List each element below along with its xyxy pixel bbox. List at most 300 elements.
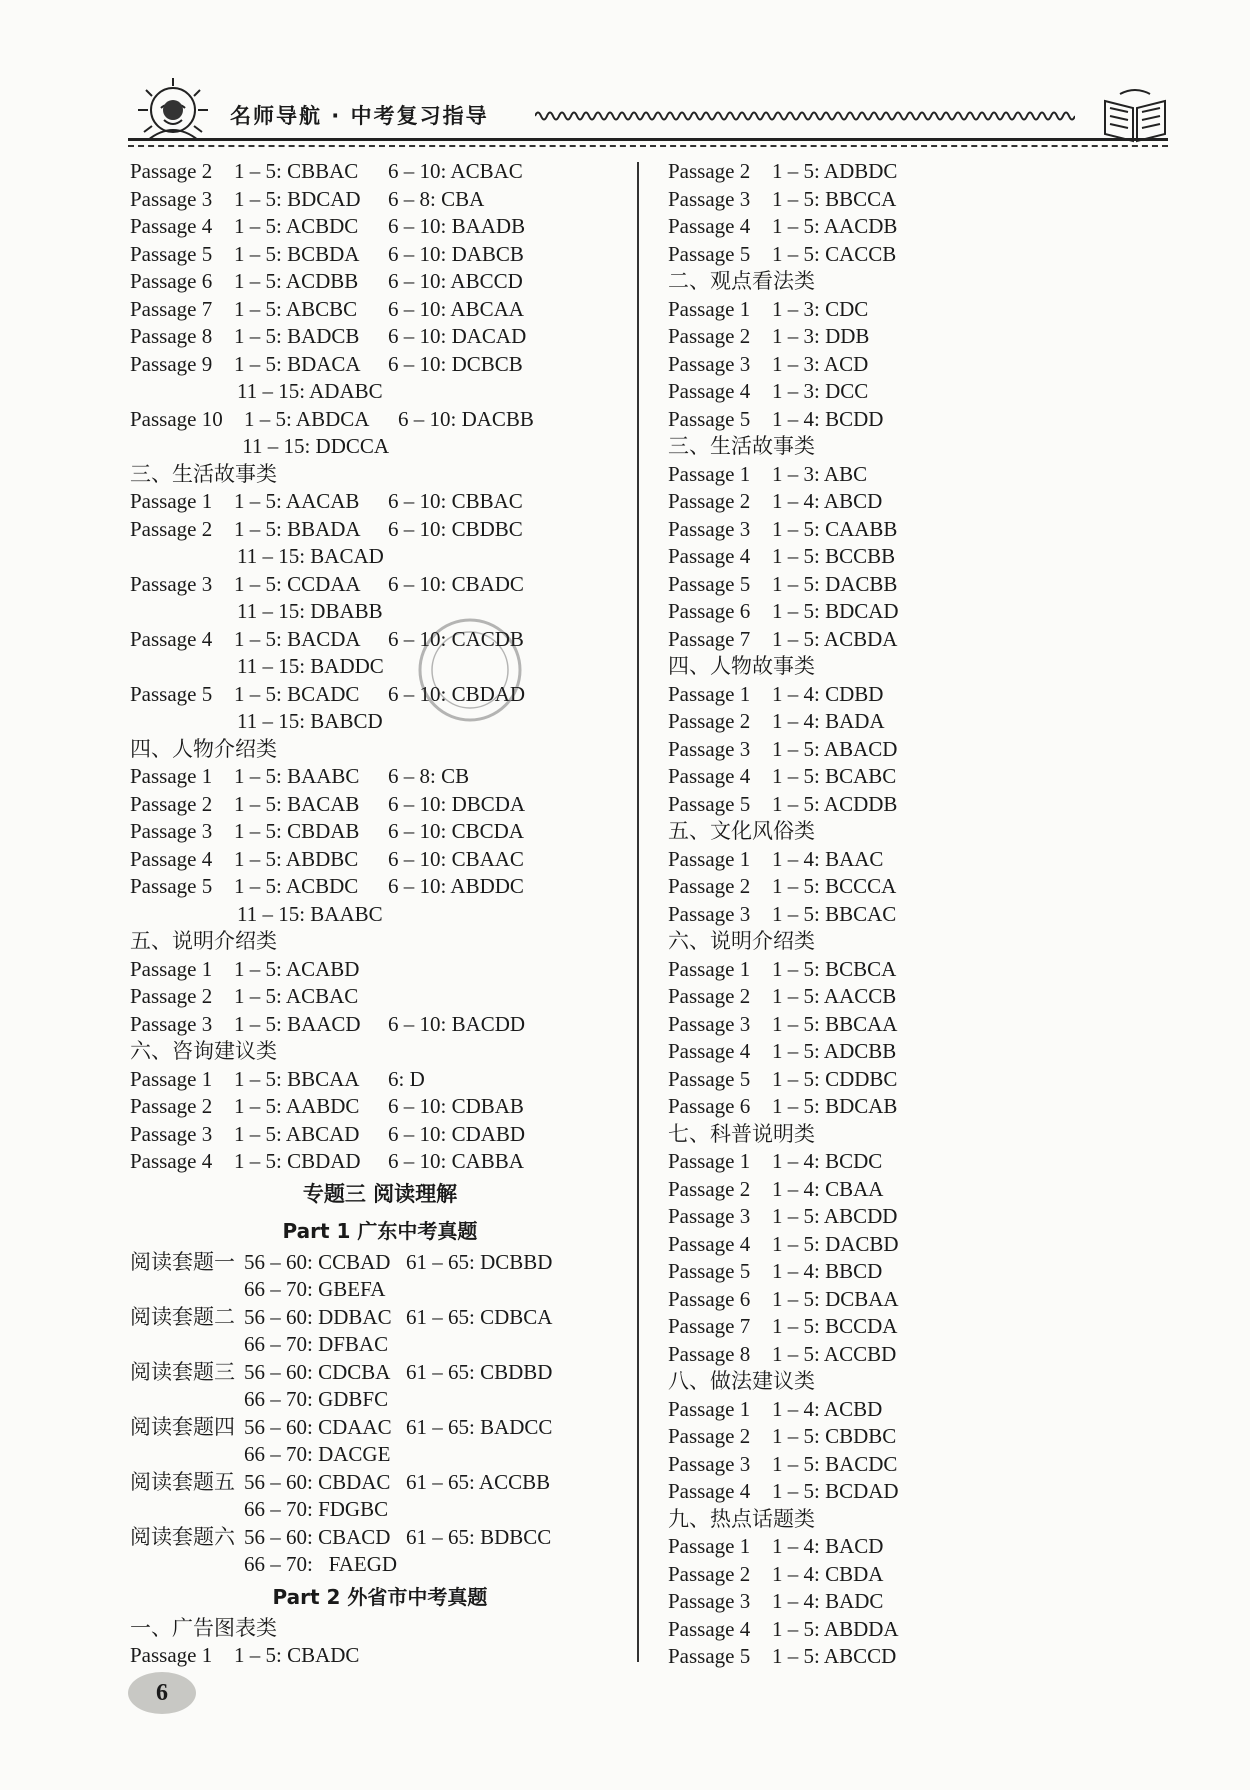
answer-row <box>130 296 630 324</box>
answer-range: 1 – 5: ADCBB <box>772 1039 897 1063</box>
passage-label: Passage 3 <box>668 901 751 926</box>
answer-range: 1 – 5: ABCDD <box>772 1204 898 1228</box>
answer-range: 1 – 5: BACAB <box>234 791 360 816</box>
answer-range: 61 – 65: DCBBD <box>406 1249 553 1274</box>
answer-range: 6 – 10: CDABD <box>388 1121 526 1146</box>
answer-row <box>130 763 630 791</box>
passage-label: Passage 5 <box>668 1644 751 1668</box>
answer-range: 1 – 5: ABCCD <box>772 1644 897 1668</box>
answer-range: 1 – 5: CBDAB <box>234 819 360 843</box>
reading-set-row <box>130 1524 630 1552</box>
answer-row <box>668 241 1188 269</box>
section-heading: 八、做法建议类 <box>668 1369 815 1393</box>
answer-range: 56 – 60: CBDAC <box>244 1469 391 1494</box>
answer-row <box>668 626 1188 654</box>
answer-row <box>130 1148 630 1176</box>
answer-range: 56 – 60: CCBAD <box>244 1249 391 1274</box>
answer-range: 1 – 5: BAACD <box>234 1011 361 1036</box>
passage-label: Passage 8 <box>668 1341 751 1366</box>
answer-row <box>130 268 630 296</box>
answer-range: 1 – 4: ABCD <box>772 489 883 513</box>
answer-row <box>668 1176 1188 1204</box>
answer-range: 6 – 10: CBBAC <box>388 489 523 513</box>
section-heading: 四、人物介绍类 <box>130 736 277 761</box>
answer-range: 1 – 5: CCDAA <box>234 571 361 596</box>
answer-continuation: 11 – 15: BAABC <box>237 901 383 926</box>
passage-label: Passage 1 <box>130 764 213 788</box>
answer-range: 1 – 5: BCBCA <box>772 956 897 981</box>
passage-label: Passage 3 <box>668 1204 751 1228</box>
answer-range: 1 – 5: BDCAD <box>234 186 361 211</box>
answer-row <box>668 406 1188 434</box>
answer-row <box>668 983 1188 1011</box>
answer-row <box>130 956 630 984</box>
answer-range: 6 – 10: ACBAC <box>388 159 523 183</box>
section-heading: 六、说明介绍类 <box>668 929 815 953</box>
answer-range: 61 – 65: CDBCA <box>406 1304 553 1329</box>
passage-label: Passage 5 <box>668 1259 751 1283</box>
passage-label: Passage 6 <box>130 269 213 293</box>
answer-row <box>130 873 630 901</box>
answer-row <box>668 213 1188 241</box>
answer-row <box>130 983 630 1011</box>
answer-range: 6 – 10: DCBCB <box>388 351 523 376</box>
answer-range: 6 – 10: ABDDC <box>388 874 524 898</box>
answer-range: 1 – 5: DACBB <box>772 571 898 596</box>
answer-range: 6 – 10: DABCB <box>388 241 524 266</box>
answer-range: 1 – 5: ABCBC <box>234 296 358 321</box>
answer-range: 1 – 5: ABCAD <box>234 1121 360 1146</box>
passage-label: Passage 4 <box>668 379 751 403</box>
answer-row <box>130 571 630 599</box>
reading-set-row <box>130 1304 630 1332</box>
answer-range: 1 – 5: BDCAB <box>772 1094 898 1118</box>
answer-range: 1 – 5: BBADA <box>234 516 361 541</box>
answer-range: 1 – 5: CBDAD <box>234 1149 361 1173</box>
section-heading: 五、文化风俗类 <box>668 819 815 843</box>
answer-range: 61 – 65: ACCBB <box>406 1469 551 1494</box>
page-number: 6 <box>128 1672 196 1714</box>
answer-row <box>130 626 630 654</box>
answer-row <box>130 406 630 434</box>
answer-range: 1 – 3: DDB <box>772 324 870 348</box>
answer-range: 1 – 4: CBDA <box>772 1561 884 1586</box>
answer-range: 1 – 5: BCABC <box>772 764 897 788</box>
answer-range: 1 – 4: CBAA <box>772 1176 884 1201</box>
passage-label: Passage 3 <box>668 736 751 761</box>
answer-range: 1 – 5: BCBDA <box>234 241 360 266</box>
answer-range: 1 – 5: ADBDC <box>772 159 898 183</box>
passage-label: Passage 5 <box>668 406 751 431</box>
reading-set-row <box>130 1249 630 1277</box>
passage-label: Passage 3 <box>130 186 213 211</box>
column-divider <box>637 162 639 1662</box>
answer-row <box>668 1066 1188 1094</box>
answer-range: 1 – 5: ACDBB <box>234 269 359 293</box>
answer-row <box>668 791 1188 819</box>
answer-range: 6 – 10: CACDB <box>388 626 524 651</box>
answer-row <box>668 1643 1188 1671</box>
answer-range: 1 – 5: CAABB <box>772 516 898 541</box>
passage-label: Passage 2 <box>668 489 751 513</box>
answer-row <box>130 158 630 186</box>
answer-row <box>668 378 1188 406</box>
answer-range: 1 – 4: BAAC <box>772 846 884 871</box>
answer-range: 1 – 5: CACCB <box>772 241 897 266</box>
answer-row <box>130 488 630 516</box>
answer-range: 56 – 60: CDAAC <box>244 1414 392 1439</box>
answer-row <box>668 681 1188 709</box>
answer-range: 1 – 5: BCDAD <box>772 1479 899 1503</box>
answer-range: 1 – 5: BCCDA <box>772 1314 898 1338</box>
passage-label: Passage 7 <box>130 296 213 321</box>
answer-row <box>130 1121 630 1149</box>
passage-label: Passage 1 <box>668 1149 751 1173</box>
answer-range: 1 – 4: CDBD <box>772 681 884 706</box>
answer-range: 1 – 5: ACBDC <box>234 214 359 238</box>
passage-label: Passage 5 <box>668 241 751 266</box>
passage-label: Passage 4 <box>668 1479 751 1503</box>
answer-row <box>668 1038 1188 1066</box>
passage-label: Passage 9 <box>130 351 213 376</box>
answer-range: 1 – 5: ACDDB <box>772 791 898 816</box>
answer-row <box>668 1451 1188 1479</box>
section-heading: 一、广告图表类 <box>130 1615 277 1640</box>
answer-range: 1 – 4: BCDD <box>772 406 884 431</box>
reading-set-label: 阅读套题四 <box>130 1414 235 1439</box>
answer-range: 6 – 10: CBADC <box>388 571 524 596</box>
passage-label: Passage 3 <box>668 516 751 541</box>
answer-range: 6 – 10: DACAD <box>388 324 527 348</box>
answer-row <box>668 763 1188 791</box>
answer-row <box>130 516 630 544</box>
answer-range: 1 – 5: BBCAA <box>234 1066 360 1091</box>
reading-set-continuation: 66 – 70: DFBAC <box>244 1332 389 1356</box>
answer-row <box>668 598 1188 626</box>
answer-row <box>668 1313 1188 1341</box>
passage-label: Passage 7 <box>668 626 751 651</box>
answer-row <box>668 461 1188 489</box>
answer-range: 1 – 5: ABDDA <box>772 1616 899 1641</box>
answer-row <box>668 1203 1188 1231</box>
reading-set-row <box>130 1469 630 1497</box>
reading-set-label: 阅读套题五 <box>130 1469 235 1494</box>
answer-row <box>668 1588 1188 1616</box>
answer-range: 1 – 5: BAABC <box>234 764 360 788</box>
answer-row <box>668 1148 1188 1176</box>
answer-row <box>130 241 630 269</box>
stamp-watermark-icon <box>410 610 530 730</box>
answer-range: 1 – 3: ACD <box>772 351 869 376</box>
answer-range: 61 – 65: BADCC <box>406 1414 553 1439</box>
answer-range: 1 – 5: BBCAA <box>772 1011 898 1036</box>
answer-row <box>130 818 630 846</box>
answer-range: 6: D <box>388 1066 425 1091</box>
section-heading: 九、热点话题类 <box>668 1506 815 1531</box>
passage-label: Passage 1 <box>130 1066 213 1091</box>
passage-label: Passage 4 <box>668 764 751 788</box>
answer-row <box>668 1011 1188 1039</box>
section-heading: 七、科普说明类 <box>668 1121 815 1146</box>
answer-range: 1 – 5: ABACD <box>772 736 898 761</box>
passage-label: Passage 4 <box>668 1231 751 1256</box>
sun-teacher-logo-icon <box>128 70 218 145</box>
answer-range: 1 – 5: ABDCA <box>244 406 370 431</box>
answer-range: 1 – 5: BCCBB <box>772 544 896 568</box>
right-answer-column <box>668 158 1188 1671</box>
answer-range: 1 – 5: DACBD <box>772 1231 899 1256</box>
answer-row <box>668 956 1188 984</box>
passage-label: Passage 3 <box>668 351 751 376</box>
passage-label: Passage 1 <box>668 1534 751 1558</box>
passage-label: Passage 1 <box>130 489 213 513</box>
passage-label: Passage 2 <box>668 159 751 183</box>
section-heading: 五、说明介绍类 <box>130 929 277 953</box>
answer-range: 1 – 5: ABDBC <box>234 846 359 871</box>
passage-label: Passage 1 <box>130 1643 213 1667</box>
answer-range: 1 – 4: BADA <box>772 709 885 733</box>
answer-row <box>668 543 1188 571</box>
answer-row <box>668 488 1188 516</box>
answer-row <box>130 351 630 379</box>
answer-continuation: 11 – 15: DDCCA <box>237 434 390 458</box>
passage-label: Passage 5 <box>668 791 751 816</box>
answer-range: 1 – 3: ABC <box>772 461 868 486</box>
answer-range: 1 – 5: AABDC <box>234 1094 360 1118</box>
passage-label: Passage 2 <box>130 159 213 183</box>
section-heading: 四、人物故事类 <box>668 654 815 678</box>
answer-range: 6 – 10: CBAAC <box>388 846 524 871</box>
passage-label: Passage 1 <box>668 956 751 981</box>
answer-row <box>130 681 630 709</box>
passage-label: Passage 4 <box>130 626 213 651</box>
answer-row <box>130 1011 630 1039</box>
passage-label: Passage 8 <box>130 324 213 348</box>
answer-row <box>668 1616 1188 1644</box>
answer-row <box>130 213 630 241</box>
answer-range: 1 – 5: BADCB <box>234 324 360 348</box>
answer-range: 61 – 65: BDBCC <box>406 1524 552 1549</box>
header-dashed-rule <box>128 145 1168 147</box>
passage-label: Passage 1 <box>668 681 751 706</box>
answer-continuation: 11 – 15: ADABC <box>237 379 383 403</box>
answer-row <box>130 1066 630 1094</box>
passage-label: Passage 2 <box>668 1561 751 1586</box>
answer-range: 1 – 5: BDACA <box>234 351 361 376</box>
answer-row <box>130 791 630 819</box>
answer-row <box>130 1093 630 1121</box>
passage-label: Passage 2 <box>668 1176 751 1201</box>
passage-label: Passage 1 <box>668 461 751 486</box>
reading-set-continuation: 66 – 70: FDGBC <box>244 1497 389 1521</box>
passage-label: Passage 3 <box>130 1011 213 1036</box>
answer-range: 1 – 3: DCC <box>772 379 869 403</box>
passage-label: Passage 4 <box>668 1616 751 1641</box>
answer-continuation: 11 – 15: BACAD <box>237 544 384 568</box>
answer-range: 1 – 4: BACD <box>772 1534 884 1558</box>
answer-range: 1 – 4: BCDC <box>772 1149 883 1173</box>
answer-row <box>668 1478 1188 1506</box>
page-header <box>0 0 1250 160</box>
answer-range: 6 – 10: DBCDA <box>388 791 526 816</box>
answer-range: 6 – 10: CBCDA <box>388 819 524 843</box>
passage-label: Passage 2 <box>668 324 751 348</box>
passage-label: Passage 3 <box>130 1121 213 1146</box>
answer-row <box>668 1533 1188 1561</box>
answer-range: 1 – 5: BCADC <box>234 681 360 706</box>
reading-set-continuation: 66 – 70: GBEFA <box>244 1277 386 1301</box>
passage-label: Passage 6 <box>668 1286 751 1311</box>
part-heading: Part 2 外省市中考真题 <box>272 1584 488 1609</box>
answer-row <box>668 323 1188 351</box>
answer-range: 1 – 4: BADC <box>772 1589 884 1613</box>
passage-label: Passage 3 <box>668 1589 751 1613</box>
topic-heading: 专题三 阅读理解 <box>302 1181 458 1206</box>
reading-set-label: 阅读套题二 <box>130 1304 235 1329</box>
passage-label: Passage 5 <box>668 571 751 596</box>
answer-range: 1 – 5: BACDC <box>772 1451 898 1476</box>
answer-row <box>130 846 630 874</box>
answer-range: 6 – 10: BACDD <box>388 1011 526 1036</box>
answer-range: 1 – 5: BDCAD <box>772 599 899 623</box>
answer-range: 6 – 10: BAADB <box>388 214 526 238</box>
passage-label: Passage 6 <box>668 599 751 623</box>
passage-label: Passage 2 <box>130 984 213 1008</box>
answer-range: 1 – 5: BACDA <box>234 626 361 651</box>
passage-label: Passage 4 <box>130 846 213 871</box>
answer-row <box>668 901 1188 929</box>
answer-range: 1 – 5: CBBAC <box>234 159 359 183</box>
passage-label: Passage 5 <box>130 874 213 898</box>
answer-range: 1 – 5: BBCCA <box>772 186 897 211</box>
passage-label: Passage 3 <box>668 1011 751 1036</box>
answer-row <box>668 873 1188 901</box>
answer-range: 1 – 5: CDDBC <box>772 1066 898 1091</box>
answer-range: 1 – 5: ACABD <box>234 956 360 981</box>
passage-label: Passage 1 <box>668 1396 751 1421</box>
answer-range: 1 – 5: DCBAA <box>772 1286 899 1311</box>
passage-label: Passage 2 <box>668 709 751 733</box>
passage-label: Passage 7 <box>668 1314 751 1338</box>
answer-row <box>668 158 1188 186</box>
passage-label: Passage 1 <box>668 846 751 871</box>
open-book-icon <box>1100 86 1170 146</box>
section-heading: 三、生活故事类 <box>668 434 815 458</box>
left-answer-column <box>130 158 630 1670</box>
answer-range: 1 – 4: ACBD <box>772 1396 883 1421</box>
answer-range: 1 – 5: ACBDA <box>772 626 898 651</box>
answer-row <box>668 186 1188 214</box>
answer-row <box>668 1231 1188 1259</box>
passage-label: Passage 6 <box>668 1094 751 1118</box>
answer-row <box>668 1286 1188 1314</box>
passage-label: Passage 3 <box>130 819 213 843</box>
answer-range: 1 – 5: BBCAC <box>772 901 897 926</box>
answer-row <box>130 186 630 214</box>
answer-range: 6 – 10: ABCCD <box>388 269 523 293</box>
passage-label: Passage 5 <box>668 1066 751 1091</box>
decorative-wave-line <box>535 108 1075 124</box>
answer-row <box>668 846 1188 874</box>
header-title: 名师导航 · 中考复习指导 <box>230 104 489 128</box>
passage-label: Passage 4 <box>668 544 751 568</box>
answer-row <box>130 1642 630 1670</box>
answer-range: 56 – 60: CBACD <box>244 1524 391 1549</box>
reading-set-label: 阅读套题一 <box>130 1249 235 1274</box>
passage-label: Passage 4 <box>130 1149 213 1173</box>
answer-range: 1 – 5: CBADC <box>234 1643 360 1667</box>
part-heading: Part 1 广东中考真题 <box>282 1218 478 1243</box>
answer-row <box>668 1258 1188 1286</box>
answer-range: 1 – 5: ACCBD <box>772 1341 897 1366</box>
answer-range: 1 – 5: AACDB <box>772 214 898 238</box>
answer-range: 6 – 10: CBDAD <box>388 681 526 706</box>
header-rule <box>128 138 1168 141</box>
answer-continuation: 11 – 15: DBABB <box>237 599 383 623</box>
reading-set-continuation: 66 – 70: GDBFC <box>244 1387 389 1411</box>
answer-range: 1 – 3: CDC <box>772 296 869 321</box>
passage-label: Passage 1 <box>130 956 213 981</box>
passage-label: Passage 5 <box>130 241 213 266</box>
answer-row <box>668 708 1188 736</box>
answer-range: 61 – 65: CBDBD <box>406 1359 553 1384</box>
answer-row <box>668 1093 1188 1121</box>
answer-range: 6 – 10: DACBB <box>398 406 534 431</box>
reading-set-label: 阅读套题六 <box>130 1524 235 1549</box>
answer-row <box>668 1341 1188 1369</box>
answer-row <box>668 571 1188 599</box>
passage-label: Passage 10 <box>130 406 223 431</box>
answer-range: 6 – 8: CB <box>388 764 470 788</box>
answer-range: 1 – 5: CBDBC <box>772 1424 897 1448</box>
passage-label: Passage 1 <box>668 296 751 321</box>
passage-label: Passage 5 <box>130 681 213 706</box>
passage-label: Passage 2 <box>130 516 213 541</box>
section-heading: 二、观点看法类 <box>668 269 815 293</box>
answer-row <box>668 351 1188 379</box>
answer-row <box>668 296 1188 324</box>
passage-label: Passage 2 <box>668 874 751 898</box>
reading-set-label: 阅读套题三 <box>130 1359 235 1384</box>
answer-range: 1 – 5: AACAB <box>234 489 360 513</box>
passage-label: Passage 4 <box>668 1039 751 1063</box>
reading-set-row <box>130 1414 630 1442</box>
answer-row <box>668 1423 1188 1451</box>
answer-row <box>668 516 1188 544</box>
answer-range: 6 – 10: CDBAB <box>388 1094 524 1118</box>
answer-range: 1 – 5: AACCB <box>772 984 897 1008</box>
section-heading: 三、生活故事类 <box>130 461 277 486</box>
answer-row <box>668 1396 1188 1424</box>
reading-set-row <box>130 1359 630 1387</box>
answer-range: 1 – 5: ACBAC <box>234 984 359 1008</box>
answer-range: 6 – 10: ABCAA <box>388 296 524 321</box>
answer-continuation: 11 – 15: BABCD <box>237 709 383 733</box>
answer-range: 56 – 60: CDCBA <box>244 1359 391 1384</box>
answer-range: 1 – 5: BCCCA <box>772 874 897 898</box>
answer-range: 6 – 10: CABBA <box>388 1149 524 1173</box>
answer-range: 1 – 5: ACBDC <box>234 874 359 898</box>
answer-range: 6 – 8: CBA <box>388 186 485 211</box>
answer-row <box>668 1561 1188 1589</box>
passage-label: Passage 3 <box>668 186 751 211</box>
answer-row <box>668 736 1188 764</box>
passage-label: Passage 2 <box>130 1094 213 1118</box>
answer-continuation: 11 – 15: BADDC <box>237 654 384 678</box>
passage-label: Passage 3 <box>130 571 213 596</box>
answer-range: 1 – 4: BBCD <box>772 1259 883 1283</box>
passage-label: Passage 2 <box>668 984 751 1008</box>
